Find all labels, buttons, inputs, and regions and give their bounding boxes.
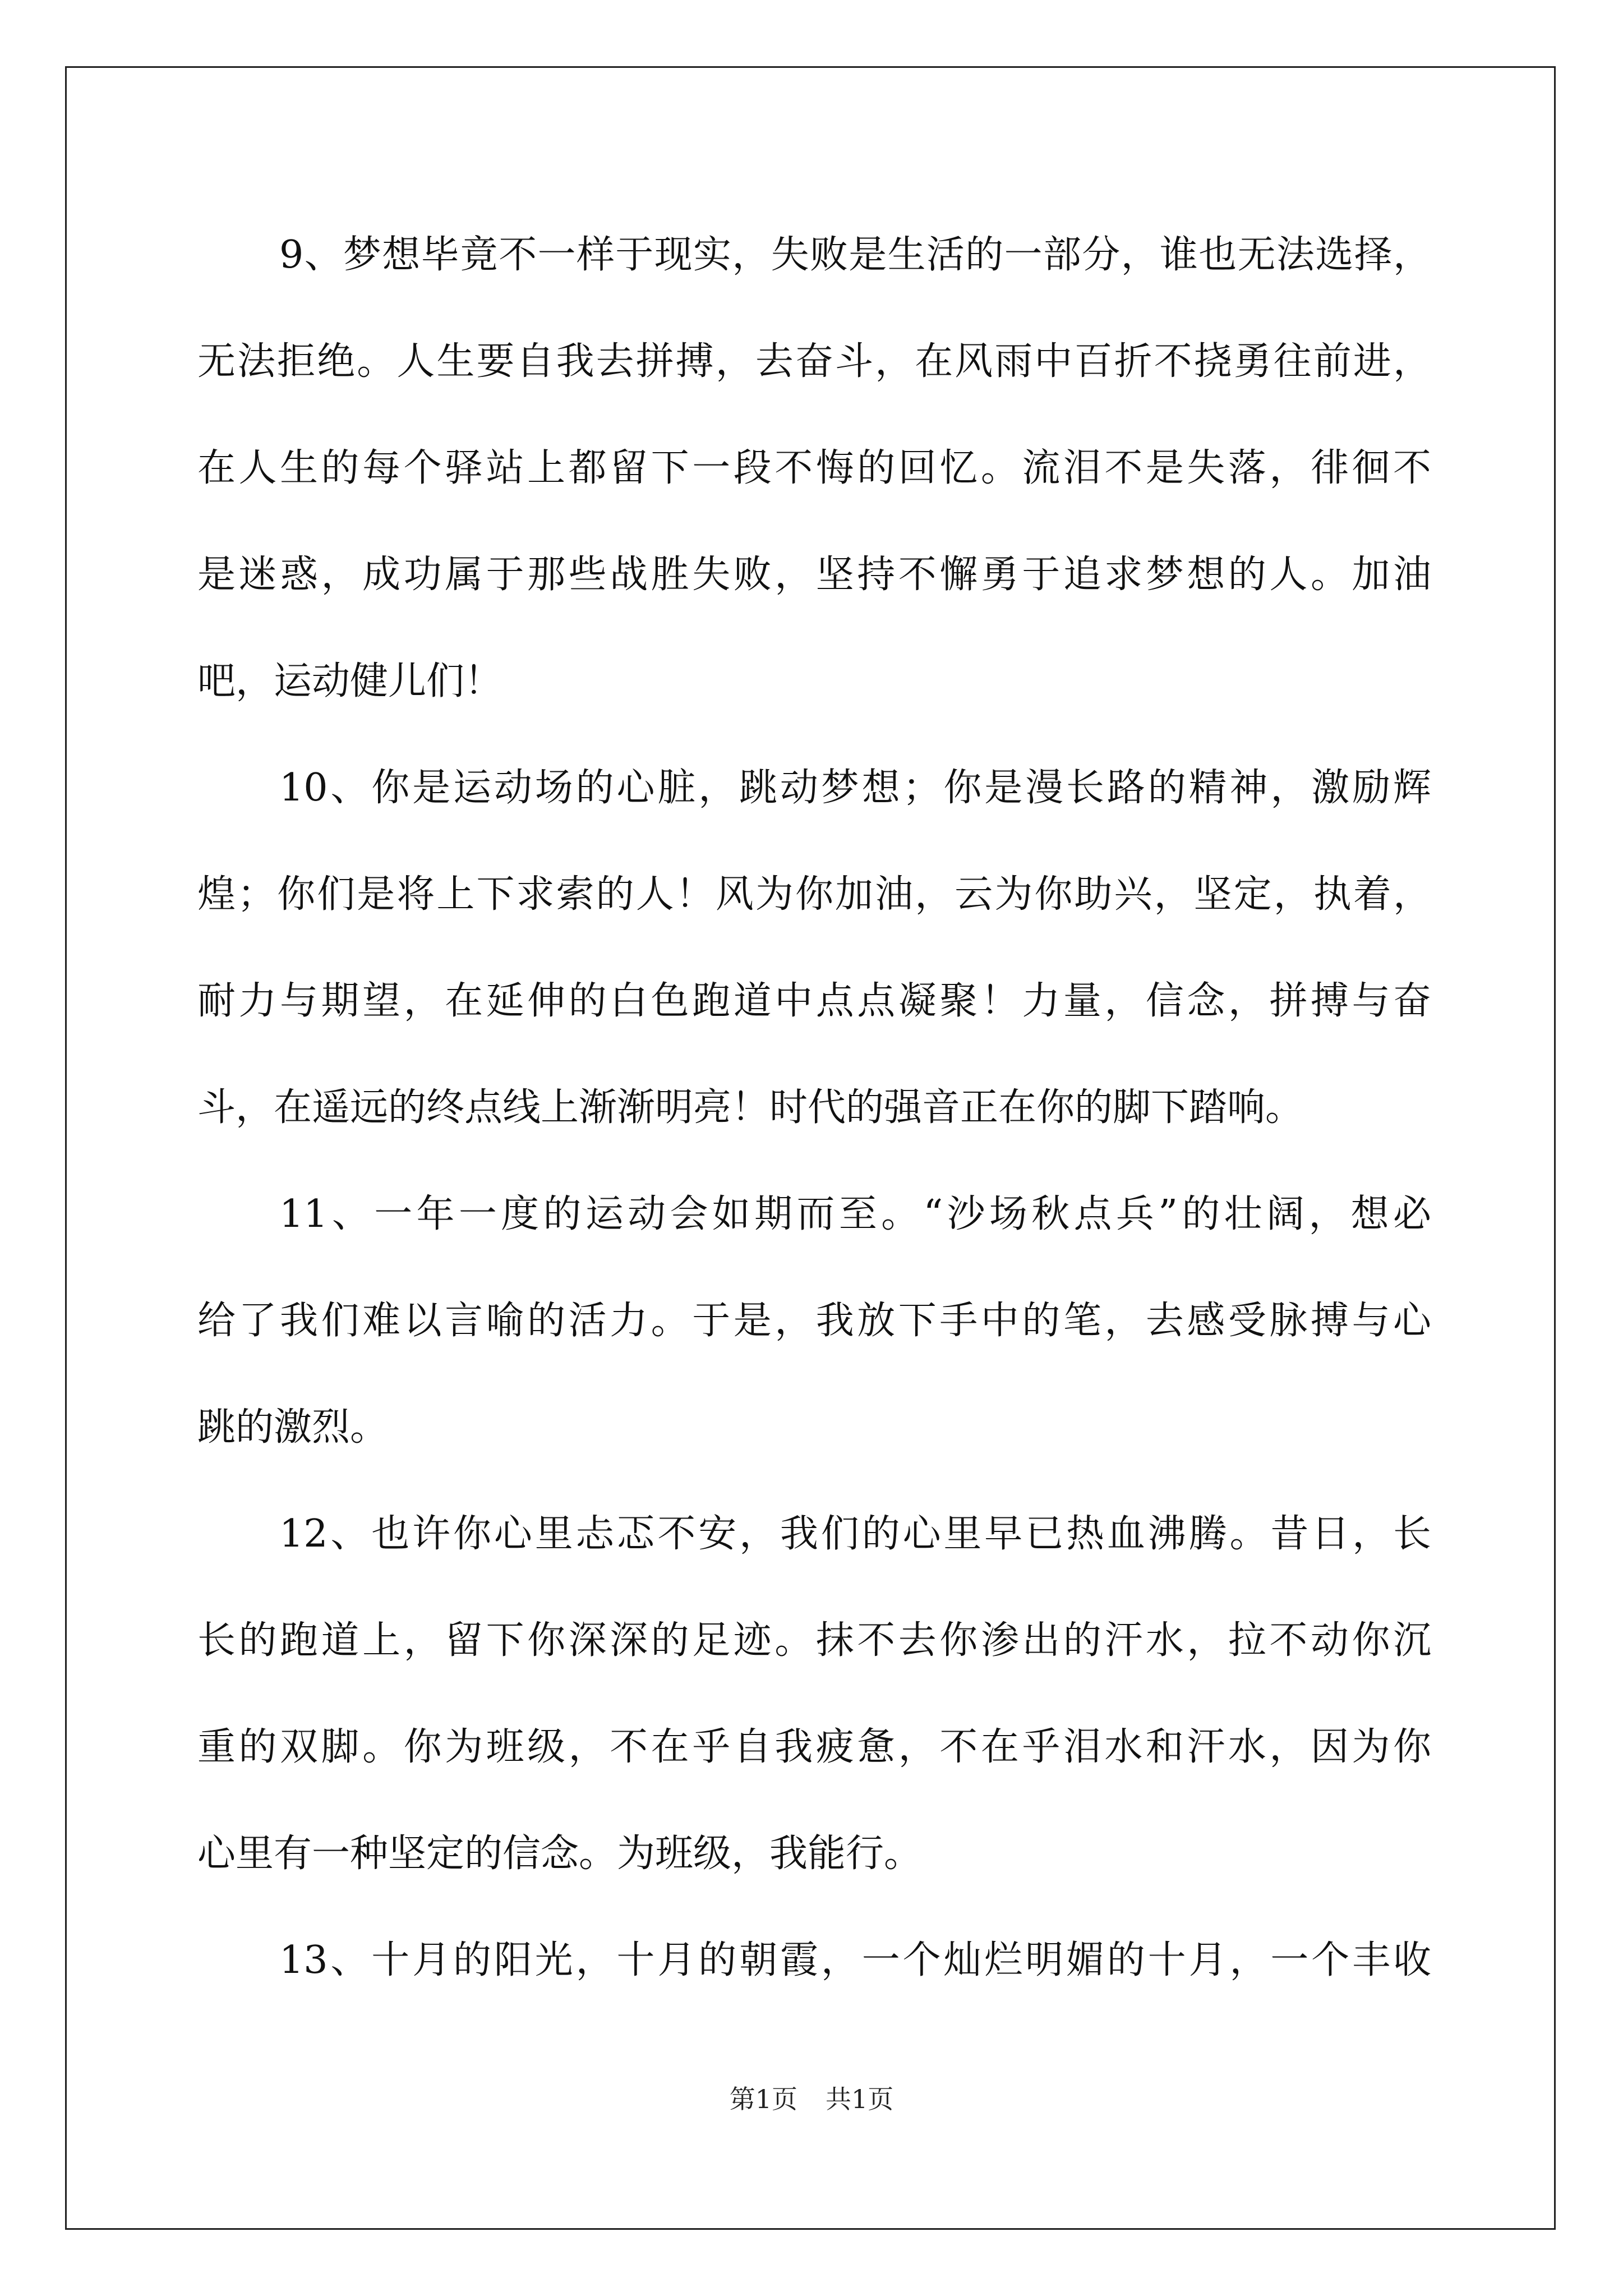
text-line: 心里有一种坚定的信念。为班级，我能行。 — [197, 1832, 923, 1876]
text-line: 吧，运动健儿们！ — [197, 659, 503, 703]
text-line: 长的跑道上，留下你深深的足迹。抹不去你渗出的汗水，拉不动你沉 — [197, 1618, 1431, 1663]
text-line: 12、也许你心里忐忑不安，我们的心里早已热血沸腾。昔日，长 — [279, 1512, 1431, 1556]
page-number: 第1页 — [729, 2084, 797, 2114]
text-line: 13、十月的阳光，十月的朝霞，一个灿烂明媚的十月，一个丰收 — [279, 1938, 1431, 1982]
text-line: 给了我们难以言喻的活力。于是，我放下手中的笔，去感受脉搏与心 — [197, 1299, 1431, 1343]
text-line: 耐力与期望，在延伸的白色跑道中点点凝聚！力量，信念，拼搏与奋 — [197, 979, 1431, 1023]
paragraph-11 — [197, 1161, 1431, 1481]
text-line: 斗，在遥远的终点线上渐渐明亮！时代的强音正在你的脚下踏响。 — [197, 1085, 1304, 1130]
text-line: 10、你是运动场的心脏，跳动梦想；你是漫长路的精神，激励辉 — [279, 766, 1431, 810]
text-line: 煌；你们是将上下求索的人！风为你加油，云为你助兴，坚定，执着， — [197, 872, 1431, 917]
text-line: 9、梦想毕竟不一样于现实，失败是生活的一部分，谁也无法选择， — [279, 233, 1431, 277]
document-body — [197, 202, 1431, 2014]
paragraph-12 — [197, 1481, 1431, 1907]
text-line: 重的双脚。你为班级，不在乎自我疲惫，不在乎泪水和汗水，因为你 — [197, 1725, 1431, 1769]
text-line: 11、一年一度的运动会如期而至。“沙场秋点兵”的壮阔，想必 — [279, 1192, 1431, 1236]
paragraph-9 — [197, 202, 1431, 735]
text-line: 跳的激烈。 — [197, 1405, 389, 1450]
page-footer — [0, 2079, 1623, 2116]
paragraph-10 — [197, 735, 1431, 1161]
text-line: 无法拒绝。人生要自我去拼搏，去奋斗，在风雨中百折不挠勇往前进， — [197, 339, 1431, 384]
text-line: 在人生的每个驿站上都留下一段不悔的回忆。流泪不是失落，徘徊不 — [197, 446, 1431, 490]
paragraph-13 — [197, 1907, 1431, 2014]
text-line: 是迷惑，成功属于那些战胜失败，坚持不懈勇于追求梦想的人。加油 — [197, 553, 1431, 597]
page-total: 共1页 — [826, 2084, 894, 2114]
